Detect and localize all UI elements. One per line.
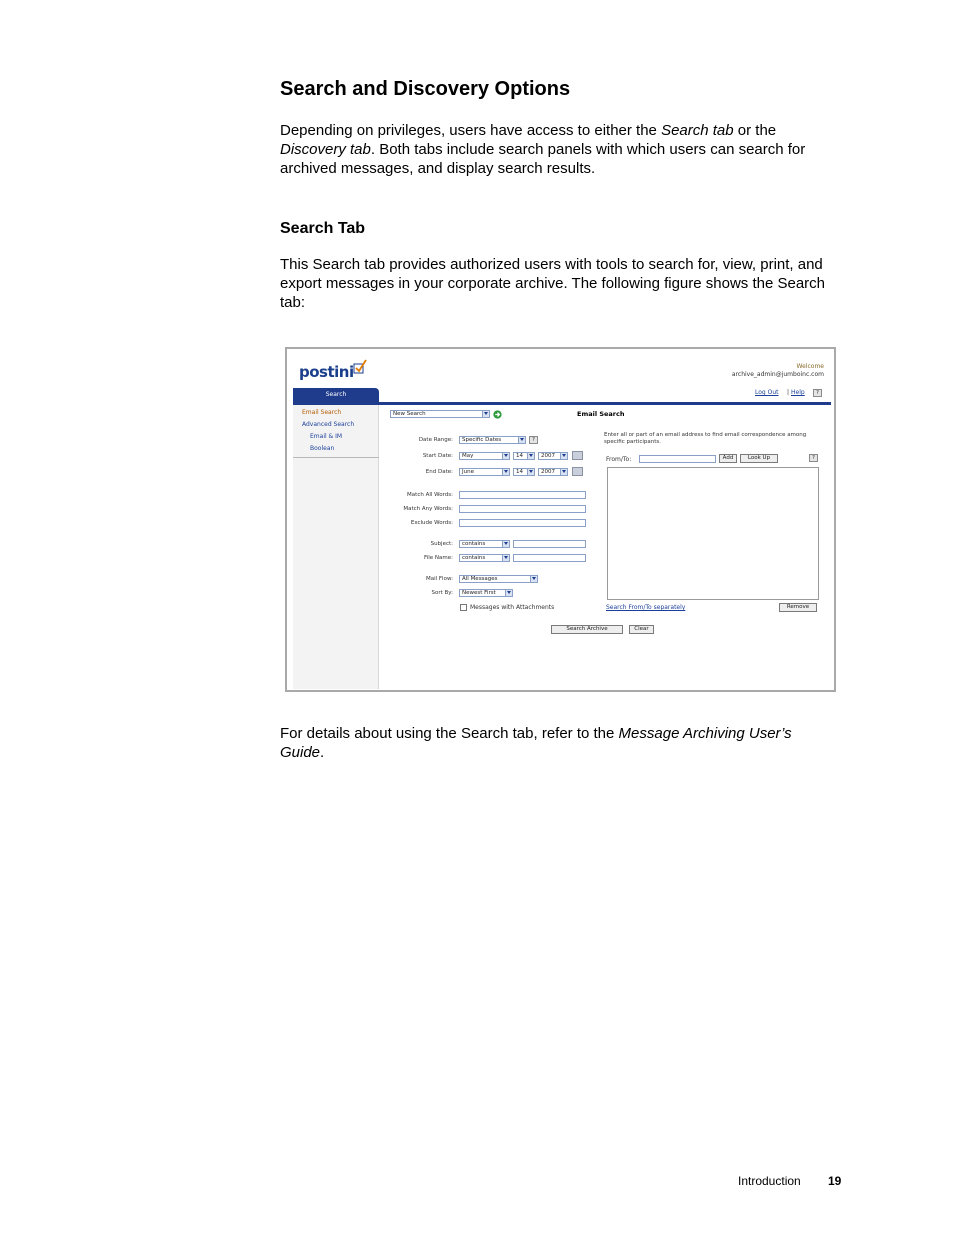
sidebar: [293, 405, 379, 689]
end-month-select[interactable]: June: [459, 468, 510, 476]
match-any-input[interactable]: [459, 505, 586, 513]
text-run: or the: [733, 122, 777, 139]
exclude-label: Exclude Words:: [410, 520, 453, 526]
italic-text: Discovery tab: [280, 141, 371, 158]
remove-button[interactable]: Remove: [779, 603, 817, 612]
file-name-label: File Name:: [423, 555, 453, 561]
start-day-select[interactable]: 14: [513, 452, 535, 460]
user-email: archive_admin@jumboinc.com: [731, 371, 824, 378]
nav-advanced-search[interactable]: Advanced Search: [302, 421, 355, 428]
help-link[interactable]: Help: [791, 389, 805, 396]
text-run: .: [320, 744, 325, 761]
start-year-select[interactable]: 2007: [538, 452, 568, 460]
text-run: For details about using the Search tab, refer to the: [280, 725, 619, 742]
start-month-select[interactable]: May: [459, 452, 510, 460]
sort-by-label: Sort By:: [431, 590, 453, 596]
end-date-label: End Date:: [425, 469, 453, 475]
text-run: . Both tabs include search panels with which users can search for archived messages, and display search results.: [280, 141, 806, 177]
logout-link[interactable]: Log Out: [755, 389, 779, 396]
match-all-input[interactable]: [459, 491, 586, 499]
lookup-button[interactable]: Look Up: [740, 454, 778, 463]
from-to-help-icon[interactable]: ?: [809, 454, 818, 462]
welcome-text: Welcome: [796, 363, 824, 370]
link-separator: |: [787, 389, 790, 396]
search-tab-figure: [285, 347, 836, 692]
from-to-label: From/To:: [606, 456, 632, 463]
outro-paragraph: [280, 724, 840, 762]
go-arrow-icon[interactable]: [493, 410, 502, 419]
italic-text: Message Archiving User’s Guide: [280, 725, 792, 761]
search-archive-button[interactable]: Search Archive: [551, 625, 623, 634]
body-paragraph: This Search tab provides authorized users with tools to search for, view, print, and export messages in your corporate archive. The following figure shows the Search tab:: [280, 256, 826, 311]
panel-title: Email Search: [577, 410, 625, 418]
nav-email-im[interactable]: Email & IM: [310, 433, 343, 440]
nav-boolean[interactable]: Boolean: [310, 445, 335, 452]
end-day-select[interactable]: 14: [513, 468, 535, 476]
page-heading: Search and Discovery Options: [280, 78, 571, 100]
sidebar-divider: [293, 457, 379, 458]
instructions-text: Enter all or part of an email address to find email correspondence among specific participants.: [604, 432, 807, 445]
end-year-select[interactable]: 2007: [538, 468, 568, 476]
attachments-label: Messages with Attachments: [470, 604, 555, 611]
italic-text: Search tab: [661, 122, 734, 139]
sort-by-select[interactable]: Newest First: [459, 589, 513, 597]
match-any-label: Match Any Words:: [403, 506, 453, 512]
start-date-label: Start Date:: [422, 453, 453, 459]
text-run: Depending on privileges, users have access to either the: [280, 122, 662, 139]
mail-flow-label: Mail Flow:: [425, 576, 453, 582]
search-separately-link[interactable]: Search From/To separately: [606, 604, 686, 611]
subject-input[interactable]: [513, 540, 586, 548]
intro-paragraph: [280, 121, 840, 178]
subject-op-select[interactable]: contains: [459, 540, 510, 548]
mail-flow-select[interactable]: All Messages: [459, 575, 538, 583]
participants-list[interactable]: [607, 467, 819, 600]
file-op-select[interactable]: contains: [459, 554, 510, 562]
section-heading: Search Tab: [280, 220, 366, 237]
subject-label: Subject:: [430, 541, 453, 547]
date-range-label: Date Range:: [418, 437, 453, 443]
postini-logo: postini: [299, 363, 354, 381]
footer-section: Introduction: [738, 1174, 801, 1188]
tab-search[interactable]: Search: [293, 388, 379, 402]
exclude-input[interactable]: [459, 519, 586, 527]
help-icon[interactable]: ?: [813, 389, 822, 397]
from-to-input[interactable]: [639, 455, 716, 463]
new-search-select[interactable]: New Search: [390, 410, 490, 418]
date-range-help-icon[interactable]: ?: [529, 436, 538, 444]
nav-email-search[interactable]: Email Search: [302, 409, 342, 416]
date-range-select[interactable]: Specific Dates: [459, 436, 526, 444]
start-calendar-icon[interactable]: [572, 451, 583, 460]
file-name-input[interactable]: [513, 554, 586, 562]
clear-button[interactable]: Clear: [629, 625, 654, 634]
match-all-label: Match All Words:: [407, 492, 453, 498]
footer-page-number: 19: [828, 1174, 842, 1188]
add-button[interactable]: Add: [719, 454, 737, 463]
checkmark-logo-icon: [353, 359, 367, 375]
end-calendar-icon[interactable]: [572, 467, 583, 476]
attachments-checkbox[interactable]: [460, 604, 467, 611]
